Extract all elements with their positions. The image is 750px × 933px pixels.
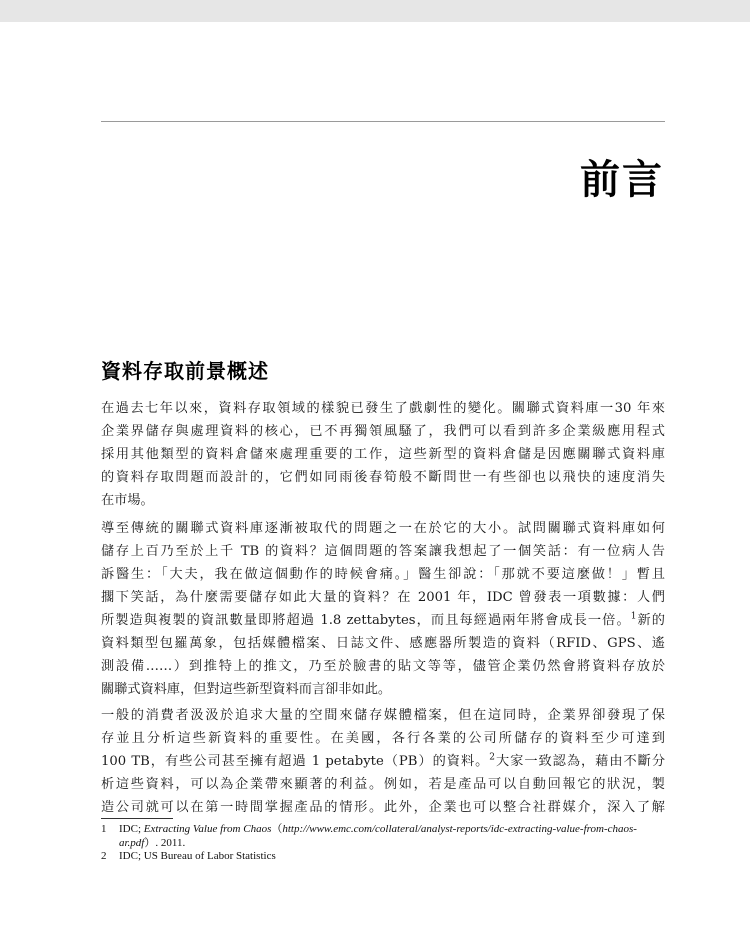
text-line: 析這些資料，可以為企業帶來顯著的利益。例如，若是產品可以自動回報它的狀況，製: [101, 777, 665, 792]
footnote-source: IDC;: [119, 823, 144, 835]
footnote-2: [101, 850, 665, 864]
footnote-1: [101, 823, 665, 850]
text-line: 的資料存取問題而設計的，它們如同雨後春筍般不斷問世一有些卻也以飛快的速度消失: [101, 470, 665, 485]
text-line: 導至傳統的關聯式資料庫逐漸被取代的問題之一在於它的大小。試問關聯式資料庫如何: [101, 521, 665, 536]
paragraph-3: [101, 704, 665, 819]
footnote-url-link[interactable]: http://www.emc.com/collateral/analyst-reports/idc-extracting-value-from-chaos-ar.pdf: [119, 823, 637, 849]
text-segment: 100 TB，有些公司甚至擁有超過 1 petabyte（PB）的資料。: [101, 754, 490, 769]
text-line: 儲存上百乃至於上千 TB 的資料？這個問題的答案讓我想起了一個笑話：有一位病人告: [101, 544, 665, 559]
text-segment: 所製造與複製的資訊數量即將超過 1.8 zettabytes，而且每經過兩年將會成長一倍。: [101, 613, 631, 628]
text-line: 資料類型包羅萬象，包括媒體檔案、日誌文件、感應器所製造的資料（RFID、GPS、遙: [101, 636, 665, 651]
text-line: 一般的消費者汲汲於追求大量的空間來儲存媒體檔案，但在這同時，企業界卻發現了保: [101, 708, 665, 723]
text-line: 在過去七年以來，資料存取領域的樣貌已發生了戲劇性的變化。關聯式資料庫一30 年來: [101, 401, 665, 416]
footnote-rule: [101, 818, 173, 819]
text-line: 造公司就可以在第一時間掌握產品的情形。此外，企業也可以整合社群媒介，深入了解: [101, 800, 665, 815]
text-line: 採用其他類型的資料倉儲來處理重要的工作，這些新型的資料倉儲是因應關聯式資料庫: [101, 447, 665, 462]
text-line: 存並且分析這些新資料的重要性。在美國，各行各業的公司所儲存的資料至少可達到: [101, 731, 665, 746]
text-line-with-footnote: [101, 609, 665, 632]
section-heading: 資料存取前景概述: [101, 359, 269, 383]
text-segment: 大家一致認為，藉由不斷分: [495, 754, 666, 769]
footnote-year: ）. 2011.: [144, 836, 186, 849]
text-line: 企業界儲存與處理資料的核心，已不再獨領風騷了，我們可以看到許多企業級應用程式: [101, 424, 665, 439]
text-line: 測設備……）到推特上的推文，乃至於臉書的貼文等等，儘管企業仍然會將資料存放於: [101, 659, 665, 674]
footnotes: [101, 823, 665, 864]
footnote-marker-1[interactable]: 1: [630, 611, 637, 622]
chapter-rule: [101, 121, 665, 122]
footnote-number: 1: [101, 823, 107, 835]
paragraph-1: [101, 397, 665, 512]
text-segment: 新的: [636, 613, 665, 628]
footnote-report-title: Extracting Value from Chaos: [143, 823, 272, 835]
text-line-with-footnote: [101, 750, 665, 773]
text-line: 訴醫生：「大夫，我在做這個動作的時候會痛。」醫生卻說：「那就不要這麼做！」暫且: [101, 567, 665, 582]
chapter-title: 前言: [580, 157, 664, 203]
footnote-text: IDC; US Bureau of Labor Statistics: [119, 850, 276, 862]
text-line: 關聯式資料庫，但對這些新型資料而言卻非如此。: [101, 682, 392, 697]
footnote-number: 2: [101, 850, 107, 862]
text-line: 擱下笑話，為什麼需要儲存如此大量的資料？在 2001 年，IDC 曾發表一項數據：人們: [101, 590, 665, 605]
top-band: [0, 0, 750, 22]
paragraph-2: [101, 517, 665, 701]
text-line: 在市場。: [101, 493, 154, 508]
footnote-marker-2[interactable]: 2: [489, 752, 496, 763]
footnote-paren: （: [271, 823, 283, 835]
